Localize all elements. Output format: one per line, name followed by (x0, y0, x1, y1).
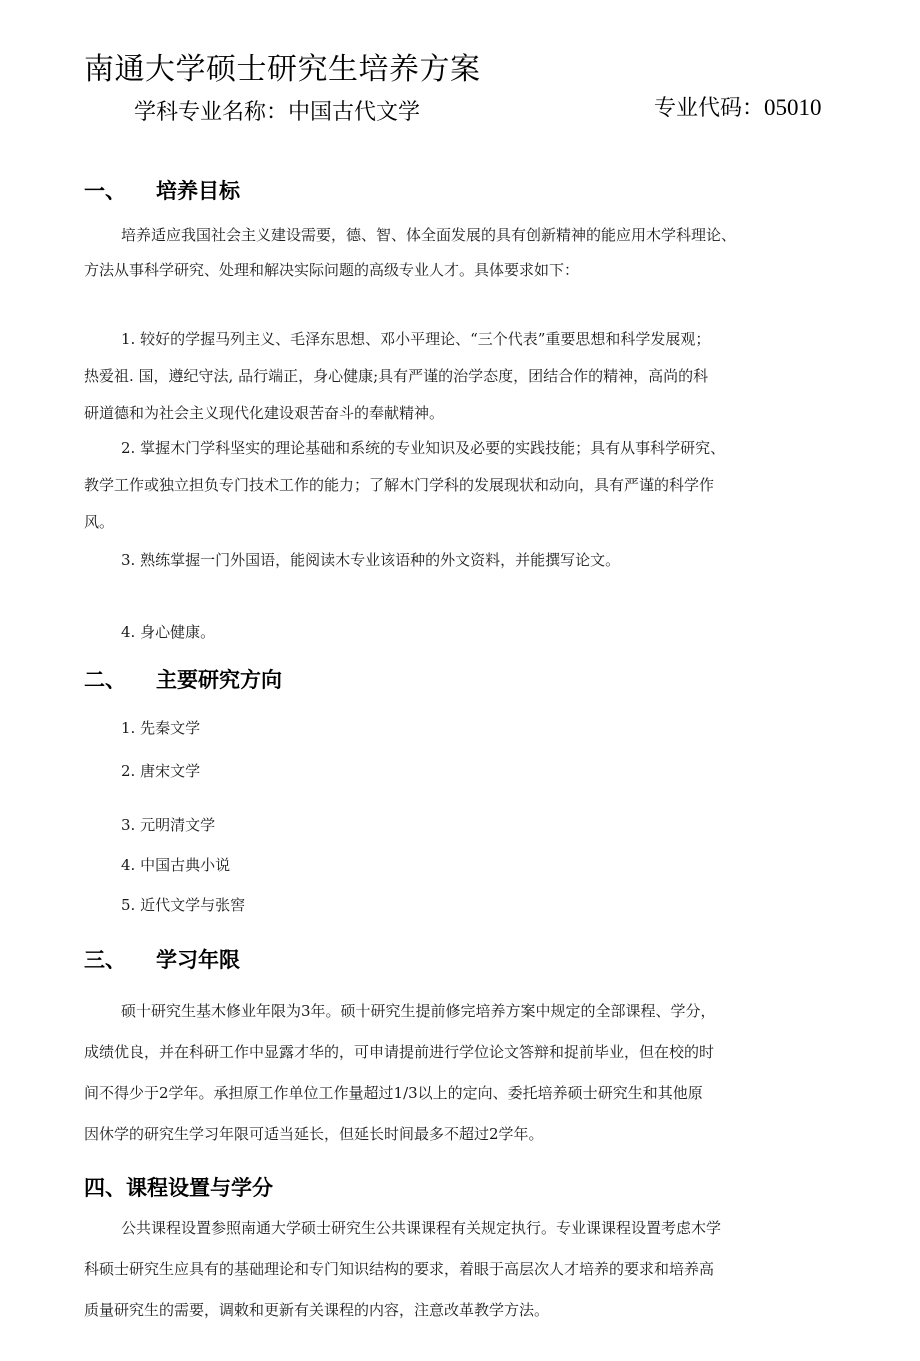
paragraph-line: 因休学的研究生学习年限可适当延长，但延长时间最多不超过2学年。 (84, 1125, 544, 1143)
research-direction-item: 4. 中国古典小说 (121, 856, 231, 874)
research-direction-item: 5. 近代文学与张窖 (121, 896, 246, 914)
section-title: 培养目标 (156, 179, 240, 203)
requirement-line: 3. 熟练掌握一门外国语，能阅读木专业该语种的外文资料，并能撰写论文。 (121, 551, 621, 569)
section-heading-3 (84, 944, 240, 974)
section-number: 一、 (84, 179, 126, 203)
requirement-line: 热爱祖. 国，遵纪守法, 品行端正，身心健康;具有严谨的治学态度，团结合作的精神，高尚的科 (84, 367, 709, 385)
requirement-line: 风。 (84, 513, 115, 531)
major-code-value: 05010 (764, 95, 822, 120)
requirement-line: 4. 身心健康。 (121, 623, 216, 641)
subject-name: 学科专业名称：中国古代文学 (134, 100, 421, 125)
major-code (654, 91, 822, 122)
major-code-label: 专业代码： (654, 96, 765, 121)
research-direction-item: 2. 唐宋文学 (121, 762, 201, 780)
section-heading-1 (84, 175, 240, 205)
paragraph-line: 公共课程设置参照南通大学硕士研究生公共课课程有关规定执行。专业课课程设置考虑木学 (121, 1219, 722, 1237)
paragraph-line: 方法从事科学研究、处理和解决实际问题的高级专业人才。具体要求如下： (84, 261, 580, 279)
paragraph-line: 成绩优良，并在科研工作中显露才华的，可申请提前进行学位论文答辩和捉前毕业，但在校的时 (84, 1043, 715, 1061)
paragraph-line: 间不得少于2学年。承担原工作单位工作量超过1/3以上的定向、委托培养硕士研究生和其他原 (84, 1084, 703, 1102)
research-direction-item: 3. 元明清文学 (121, 816, 216, 834)
requirement-line: 研道德和为社会主义现代化建设艰苦奋斗的奉献精神。 (84, 404, 445, 422)
paragraph-line: 硕十研究生基木修业年限为3年。硕十研究生提前修完培养方案中规定的全部课程、学分， (121, 1002, 716, 1020)
paragraph-line: 培养适应我国社会主义建设需要，德、智、体全面发展的具有创新精神的能应用木学科理论、 (121, 226, 737, 244)
research-direction-item: 1. 先秦文学 (121, 719, 201, 737)
section-title: 学习年限 (156, 948, 240, 972)
document-title: 南通大学硕士研究生培养方案 (84, 52, 481, 87)
section-title: 主要研究方向 (156, 668, 282, 692)
paragraph-line: 科硕士研究生应具有的基础理论和专门知识结构的要求，着眼于高层次人才培养的要求和培养高 (84, 1260, 715, 1278)
requirement-line: 教学工作或独立担负专门技术工作的能力；了解木门学科的发展现状和动向，具有严谨的科学作 (84, 476, 715, 494)
requirement-line: 1. 较好的学握马列主义、毛泽东思想、邓小平理论、“三个代表”重要思想和科学发展观； (121, 330, 711, 348)
section-heading-2 (84, 664, 282, 694)
section-heading-4: 四、课程设置与学分 (84, 1176, 273, 1200)
requirement-line: 2. 掌握木门学科坚实的理论基础和系统的专业知识及必要的实践技能；具有从事科学研究、 (121, 439, 726, 457)
section-number: 三、 (84, 948, 126, 972)
section-number: 二、 (84, 668, 126, 692)
paragraph-line: 质量研究生的需要，调敕和更新有关课程的内容，注意改革教学方法。 (84, 1301, 550, 1319)
